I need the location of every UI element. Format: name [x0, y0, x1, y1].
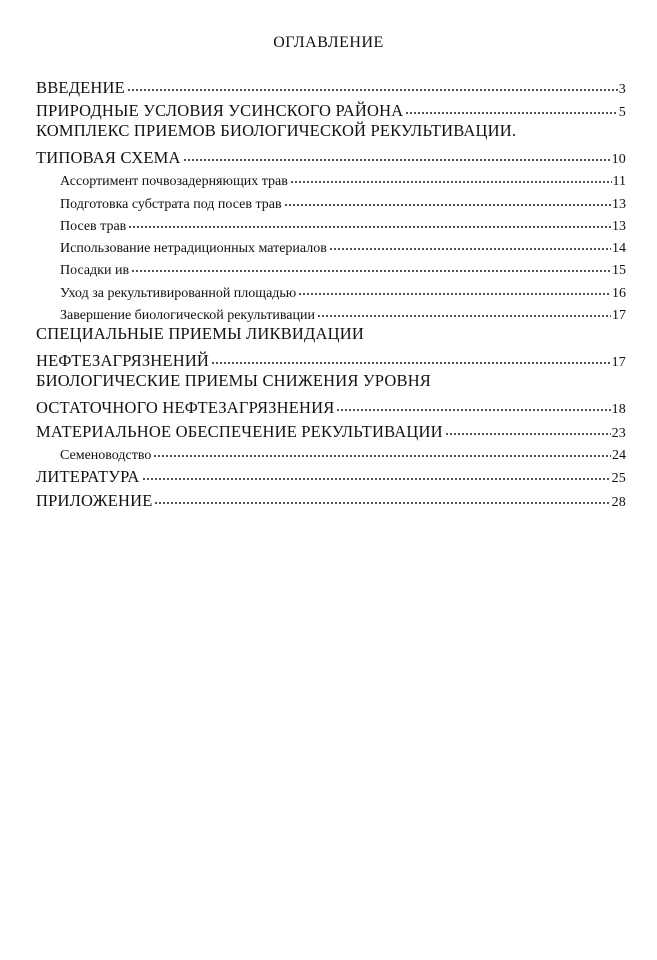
toc-entry-label: НЕФТЕЗАГРЯЗНЕНИЙ	[36, 351, 210, 371]
toc-entry-label: ПРИЛОЖЕНИЕ	[36, 490, 153, 510]
toc-page-number: 13	[612, 218, 626, 234]
dot-leader	[183, 157, 611, 163]
toc-entry-label: Ассортимент почвозадерняющих трав	[60, 174, 288, 190]
toc-entry-label: КОМПЛЕКС ПРИЕМОВ БИОЛОГИЧЕСКОЙ РЕКУЛЬТИВАЦИИ.	[36, 121, 517, 140]
toc-entry-label: ОСТАТОЧНОГО НЕФТЕЗАГРЯЗНЕНИЯ	[36, 398, 335, 418]
toc-page-number: 13	[612, 196, 626, 212]
toc-entry-biological-recultivation-line1[interactable]	[36, 121, 626, 145]
toc-entry-label: Подготовка субстрата под посев трав	[60, 196, 282, 212]
toc-entry-label: Уход за рекультивированной площадью	[60, 285, 297, 301]
toc-page-number: 28	[611, 494, 626, 510]
toc-subentry-nontraditional-materials[interactable]	[36, 235, 626, 257]
dot-leader	[127, 87, 618, 93]
toc-page-number: 17	[611, 355, 626, 371]
dot-leader	[153, 453, 611, 459]
toc-entry-label: Посадки ив	[60, 263, 130, 279]
toc-page-number: 11	[612, 174, 626, 190]
dot-leader	[336, 407, 610, 413]
toc-subentry-completion[interactable]	[36, 302, 626, 324]
toc-page-number: 25	[611, 471, 626, 487]
toc-entry-label: Посев трав	[60, 218, 127, 234]
toc-entry-biological-methods-line1[interactable]	[36, 371, 626, 395]
toc-entry-label: БИОЛОГИЧЕСКИЕ ПРИЕМЫ СНИЖЕНИЯ УРОВНЯ	[36, 371, 432, 391]
toc-subentry-willow-planting[interactable]	[36, 257, 626, 279]
dot-leader	[317, 313, 611, 319]
toc-entry-biological-recultivation-line2[interactable]	[36, 145, 626, 169]
toc-entry-special-methods-line1[interactable]	[36, 324, 626, 348]
dot-leader	[298, 291, 611, 297]
toc-page-number: 17	[612, 308, 626, 324]
dot-leader	[405, 110, 617, 116]
toc-page-number: 18	[611, 402, 626, 418]
toc-entry-label: Использование нетрадиционных материалов	[60, 241, 327, 257]
toc-subentry-seed-production[interactable]	[36, 442, 626, 464]
toc-subentry-area-care[interactable]	[36, 279, 626, 301]
toc-entry-introduction[interactable]	[36, 74, 626, 98]
toc-entry-label: СПЕЦИАЛЬНЫЕ ПРИЕМЫ ЛИКВИДАЦИИ	[36, 324, 364, 344]
dot-leader	[445, 431, 611, 437]
toc-entry-label: МАТЕРИАЛЬНОЕ ОБЕСПЕЧЕНИЕ РЕКУЛЬТИВАЦИИ	[36, 421, 443, 441]
toc-subentry-grass-sowing[interactable]	[36, 213, 626, 235]
toc-entry-label: ПРИРОДНЫЕ УСЛОВИЯ УСИНСКОГО РАЙОНА	[36, 101, 404, 120]
toc-entry-label: ЛИТЕРАТУРА	[36, 467, 140, 487]
dot-leader	[211, 360, 611, 366]
dot-leader	[329, 246, 611, 252]
toc-page-number: 16	[612, 285, 626, 301]
dot-leader	[284, 202, 611, 208]
page-title: ОГЛАВЛЕНИЕ	[273, 34, 384, 51]
toc-entry-label: Завершение биологической рекультивации	[60, 308, 315, 324]
toc-page-number: 24	[612, 447, 626, 463]
table-of-contents	[36, 74, 626, 511]
toc-entry-label: Семеноводство	[60, 447, 152, 463]
toc-page-number: 5	[618, 105, 626, 120]
toc-subentry-grass-assortment[interactable]	[36, 168, 626, 190]
toc-page-number: 23	[611, 425, 626, 441]
toc-page-number: 15	[612, 263, 626, 279]
toc-entry-natural-conditions[interactable]	[36, 98, 626, 122]
toc-page-number: 10	[611, 152, 626, 167]
dot-leader	[154, 500, 610, 506]
toc-entry-literature[interactable]	[36, 464, 626, 488]
dot-leader	[131, 268, 611, 274]
toc-page-number: 3	[618, 81, 626, 97]
dot-leader	[128, 224, 611, 230]
toc-entry-biological-methods-line2[interactable]	[36, 395, 626, 419]
toc-page-number: 14	[612, 241, 626, 257]
toc-entry-appendix[interactable]	[36, 487, 626, 511]
toc-entry-label: ВВЕДЕНИЕ	[36, 77, 125, 97]
toc-entry-material-support[interactable]	[36, 418, 626, 442]
toc-subentry-substrate-preparation[interactable]	[36, 190, 626, 212]
toc-entry-label: ТИПОВАЯ СХЕМА	[36, 148, 181, 167]
dot-leader	[290, 179, 612, 185]
dot-leader	[142, 476, 611, 482]
toc-entry-special-methods-line2[interactable]	[36, 348, 626, 372]
